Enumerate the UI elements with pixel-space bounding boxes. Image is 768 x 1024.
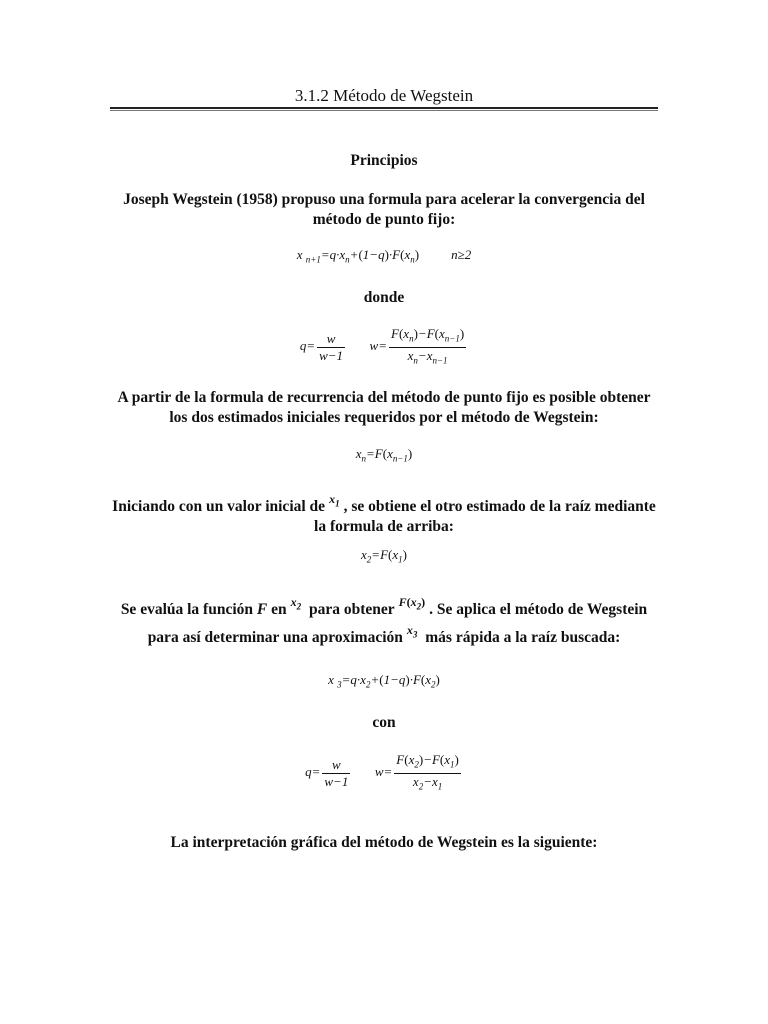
wegstein-formula: x $_{n+1}=q\cdot x_n+(1-q)\cdot F(x_n)$ n≥2 <box>296 247 472 265</box>
start-text-a: Iniciando con un valor inicial de <box>112 498 326 515</box>
q-fraction-2: $\frac{w}{w-1}$ <box>324 756 349 789</box>
eval-f-symbol: F <box>256 601 268 618</box>
x1-symbol: x1 <box>329 492 340 509</box>
eval-text-a: Se evalúa la función <box>120 601 254 618</box>
intro-paragraph: Joseph Wegstein (1958) propuso una formula para acelerar la convergencia del método de punto fijo: <box>123 191 645 228</box>
w-fraction-2: $\frac{F(x_2)-F(x_1)}{x_2-x_1}$ <box>396 752 459 792</box>
eval-text-b: en <box>271 601 287 618</box>
x2-formula: $x_2=F(x_1)$ <box>361 547 407 565</box>
x3-formula: x $_3=q\cdot x_2+(1-q)\cdot F(x_2)$ <box>328 672 440 690</box>
donde-label: donde <box>363 289 405 306</box>
q-w-definition-2: q= $\frac{w}{w-1}$ w= $\frac{F(x_2)-F(x_1)}{x_2-x_1}$ <box>110 752 658 794</box>
title-rule-secondary <box>110 110 658 111</box>
fixed-point-formula: $x_n=F(x_{n-1})$ <box>355 446 413 464</box>
x2-symbol: x2 <box>290 595 302 612</box>
f-x2-symbol: F(x2) <box>398 595 426 612</box>
con-label: con <box>372 714 396 731</box>
eval-text-e: más rápida a la raíz buscada: <box>425 629 621 646</box>
start-text-b: , se obtiene el otro estimado de la raíz mediante la formula de arriba: <box>314 498 656 535</box>
graphic-paragraph: La interpretación gráfica del método de Wegstein es la siguiente: <box>170 834 598 851</box>
q-w-definition: q= $\frac{w}{w-1}$ w= $\frac{F(x_n)-F(x_{n-1})}{x_n-x_{n-1}}$ <box>110 326 658 368</box>
q-fraction: $\frac{w}{w-1}$ <box>319 330 344 363</box>
eval-paragraph <box>110 592 658 648</box>
x3-symbol: x3 <box>406 623 418 640</box>
title-rule <box>110 107 658 109</box>
eval-text-c: para obtener <box>308 601 395 618</box>
page-title: 3.1.2 Método de Wegstein <box>294 86 474 105</box>
w-fraction: $\frac{F(x_n)-F(x_{n-1})}{x_n-x_{n-1}}$ <box>391 326 465 366</box>
recurrence-paragraph: A partir de la formula de recurrencia del método de punto fijo es posible obtener los dos estimados iniciales requeridos por el método de Wegstein: <box>117 389 651 426</box>
section-heading: Principios <box>350 152 418 169</box>
eval-text-d: . Se aplica el método de Wegstein para así determinar una aproximación <box>147 601 648 646</box>
start-paragraph <box>110 489 658 537</box>
